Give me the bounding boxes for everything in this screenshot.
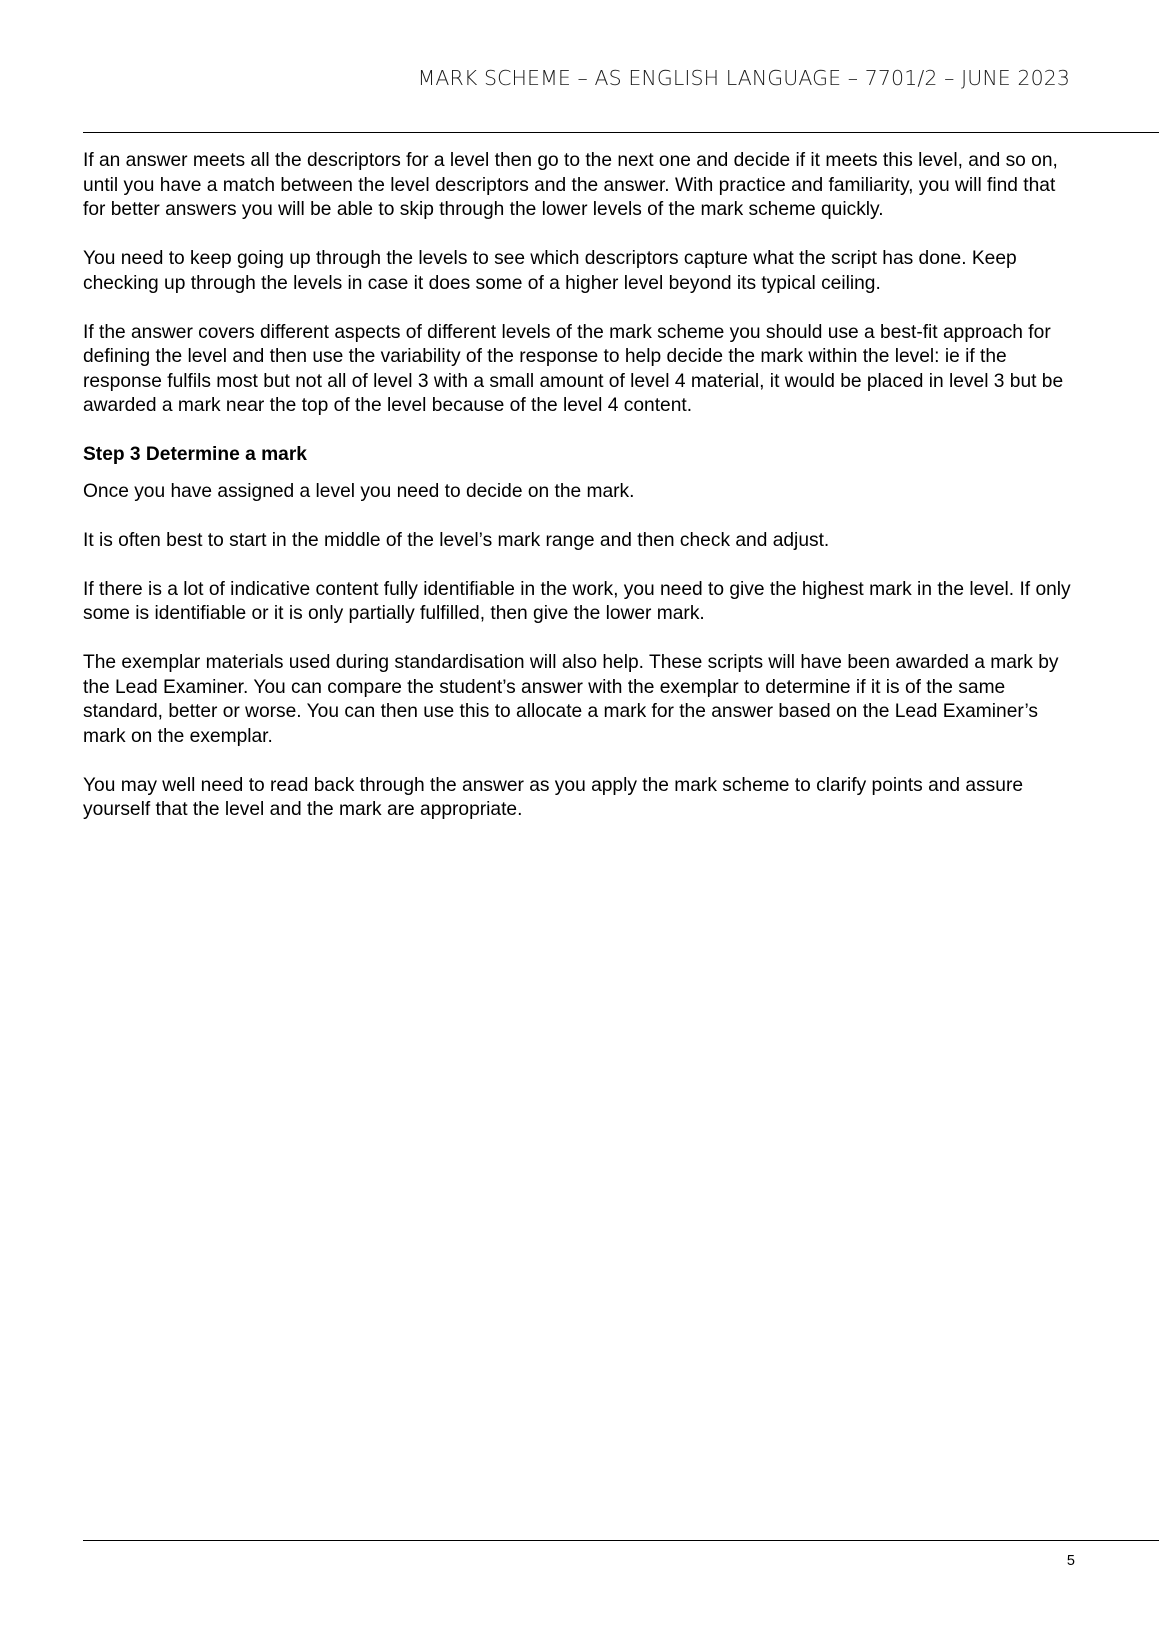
paragraph-exemplar: The exemplar materials used during standardisation will also help. These scripts will have been awarded a mark by the Lead Examiner. You can compare the student’s answer with the exemplar to determine if it is of the same standard, better or worse. You can then use this to allocate a mark for the answer based on the Lead Examiner’s mark on the exemplar. — [83, 652, 1059, 747]
document-body — [83, 149, 1083, 847]
header-divider — [83, 132, 1159, 133]
paragraph-assign-level: Once you have assigned a level you need to decide on the mark. — [83, 480, 635, 502]
header-title: MARK SCHEME – AS ENGLISH LANGUAGE – 7701/2 – JUNE 2023 — [417, 66, 1070, 90]
paragraph-level-match: If an answer meets all the descriptors for a level then go to the next one and decide if it meets this level, and so on, until you have a match between the level descriptors and the answer. With practice and familiarity, you will find that for better answers you will be able to skip through the lower levels of the mark scheme quickly. — [83, 150, 1058, 220]
page-number: 5 — [1066, 1553, 1075, 1569]
footer-divider — [83, 1540, 1159, 1541]
paragraph-middle-range: It is often best to start in the middle of the level’s mark range and then check and adjust. — [83, 529, 830, 551]
paragraph-best-fit: If the answer covers different aspects of different levels of the mark scheme you should use a best-fit approach for defining the level and then use the variability of the response to help decide the mark within the level: ie if the response fulfils most but not all of level 3 with a small amount of level 4 material, it would be placed in level 3 but be awarded a mark near the top of the level because of the level 4 content. — [83, 321, 1064, 416]
paragraph-indicative-content: If there is a lot of indicative content fully identifiable in the work, you need to give the highest mark in the level. If only some is identifiable or it is only partially fulfilled, then give the lower mark. — [83, 578, 1071, 624]
paragraph-read-back: You may well need to read back through the answer as you apply the mark scheme to clarify points and assure yourself that the level and the mark are appropriate. — [83, 774, 1023, 820]
paragraph-keep-going: You need to keep going up through the levels to see which descriptors capture what the script has done. Keep checking up through the levels in case it does some of a higher level beyond its typical ceiling. — [83, 248, 1017, 294]
step-heading: Step 3 Determine a mark — [83, 444, 307, 465]
